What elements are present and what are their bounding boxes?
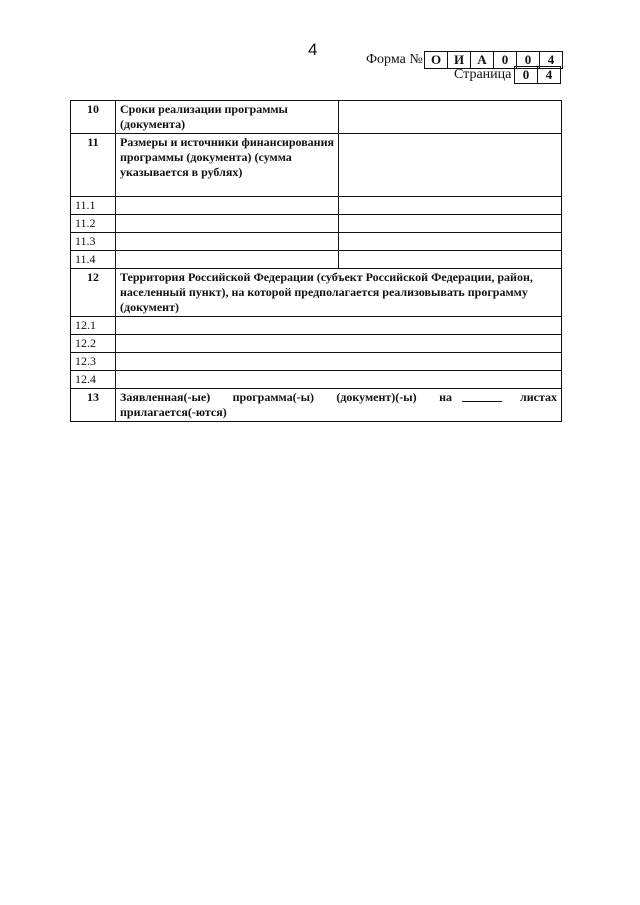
form-code-char: И bbox=[448, 52, 471, 68]
form-code-char: 4 bbox=[547, 52, 555, 67]
form-code-char: О bbox=[425, 52, 448, 68]
page-code-boxes bbox=[514, 66, 561, 84]
page-label: Страница bbox=[454, 67, 512, 82]
attachment-text: Заявленная(-ые) программа(-ы) (документ)(-ы) на bbox=[120, 390, 452, 404]
table-row bbox=[71, 101, 562, 134]
row-number: 12.3 bbox=[71, 353, 116, 371]
form-number-label: Форма № bbox=[366, 52, 423, 67]
row-number: 12 bbox=[71, 269, 116, 317]
value-cell[interactable] bbox=[116, 353, 562, 371]
table-row bbox=[71, 353, 562, 371]
row-number: 12.2 bbox=[71, 335, 116, 353]
value-cell[interactable] bbox=[339, 197, 562, 215]
row-number: 13 bbox=[71, 389, 116, 422]
table-row bbox=[71, 335, 562, 353]
row-label: Размеры и источники финансирования программы (документа) (сумма указывается в рублях) bbox=[116, 134, 339, 197]
table-row bbox=[71, 233, 562, 251]
row-number: 11 bbox=[71, 134, 116, 197]
value-cell[interactable] bbox=[339, 251, 562, 269]
form-code-char: 0 bbox=[494, 52, 517, 68]
page-code-char: 0 bbox=[515, 67, 538, 83]
sheets-word: листах bbox=[519, 390, 557, 404]
value-cell[interactable] bbox=[116, 371, 562, 389]
form-code-char: 0 bbox=[517, 52, 540, 68]
sheet-count-blank[interactable] bbox=[462, 401, 502, 402]
table-row bbox=[71, 197, 562, 215]
value-cell[interactable] bbox=[116, 317, 562, 335]
row-label: Территория Российской Федерации (субъект Российской Федерации, район, населенный пункт), на которой предполагается реализовывать программу (документ) bbox=[116, 269, 562, 317]
attachment-text-line2: прилагается(-ются) bbox=[120, 405, 227, 419]
form-code-char: А bbox=[471, 52, 494, 68]
form-table bbox=[70, 100, 562, 422]
table-row bbox=[71, 134, 562, 197]
table-row bbox=[71, 251, 562, 269]
page-number: 4 bbox=[308, 40, 318, 59]
table-row bbox=[71, 317, 562, 335]
table-row bbox=[71, 215, 562, 233]
row-number: 11.4 bbox=[71, 251, 116, 269]
table-row bbox=[71, 269, 562, 317]
table-row bbox=[71, 371, 562, 389]
page-code-char: 4 bbox=[545, 67, 553, 82]
value-cell[interactable] bbox=[116, 197, 339, 215]
value-cell[interactable] bbox=[116, 215, 339, 233]
value-cell[interactable] bbox=[116, 233, 339, 251]
value-cell[interactable] bbox=[339, 101, 562, 134]
row-number: 10 bbox=[71, 101, 116, 134]
row-number: 11.1 bbox=[71, 197, 116, 215]
attachment-statement bbox=[116, 389, 562, 422]
value-cell[interactable] bbox=[339, 215, 562, 233]
table-row bbox=[71, 389, 562, 422]
value-cell[interactable] bbox=[339, 134, 562, 197]
value-cell[interactable] bbox=[116, 251, 339, 269]
row-label: Сроки реализации программы (документа) bbox=[116, 101, 339, 134]
row-number: 12.1 bbox=[71, 317, 116, 335]
value-cell[interactable] bbox=[339, 233, 562, 251]
row-number: 12.4 bbox=[71, 371, 116, 389]
row-number: 11.2 bbox=[71, 215, 116, 233]
value-cell[interactable] bbox=[116, 335, 562, 353]
row-number: 11.3 bbox=[71, 233, 116, 251]
